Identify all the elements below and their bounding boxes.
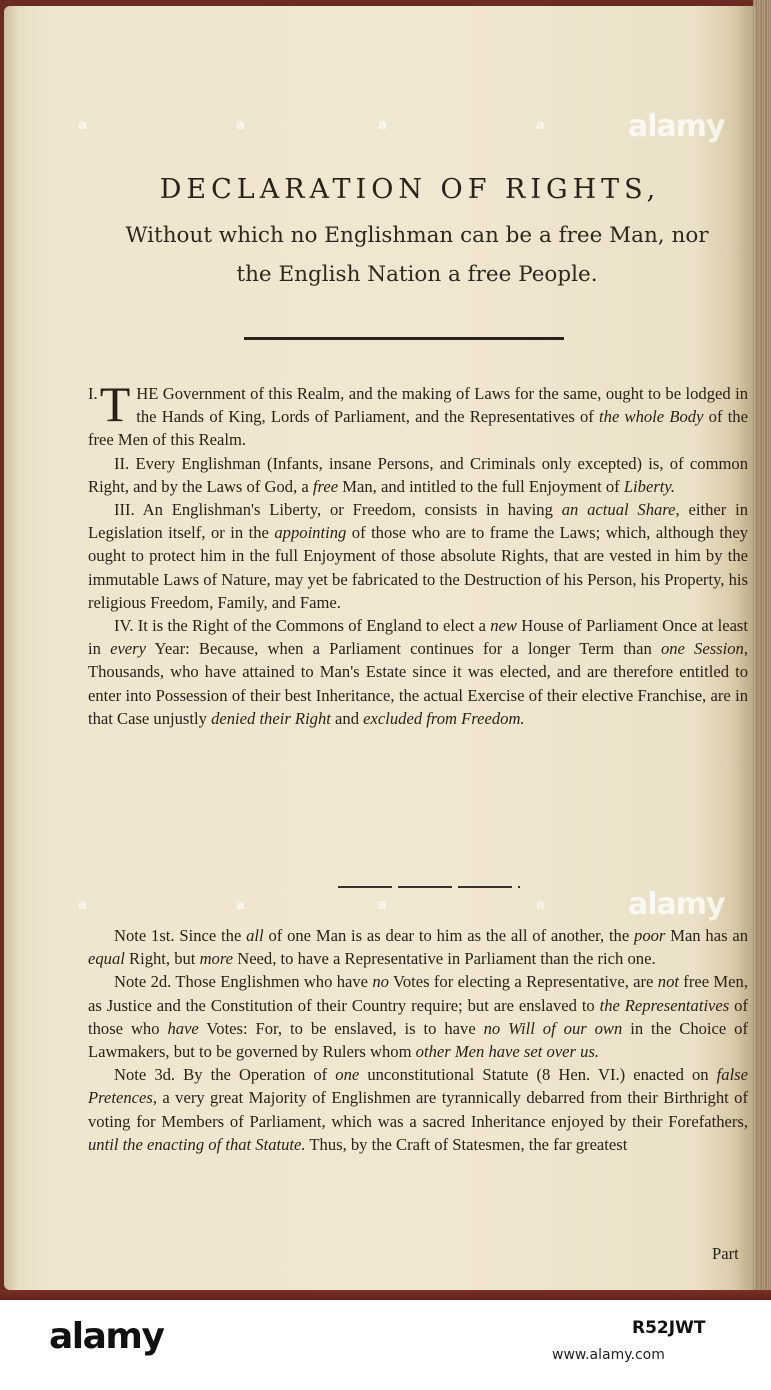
italic-text: until the enacting of that Statute. [88, 1134, 306, 1154]
text-run: Note 1st. Since the [114, 926, 247, 945]
italic-text: have [167, 1018, 199, 1038]
text-run: free Men, as Justice and the Constitution of their Country require; but are enslaved to [88, 972, 748, 1015]
document-title: DECLARATION OF RIGHTS, [159, 174, 661, 205]
italic-text: all [246, 926, 264, 945]
note-paragraph [88, 924, 748, 970]
italic-text: other Men have set over us. [415, 1042, 600, 1062]
note-paragraph [88, 1063, 748, 1156]
watermark-mark: a [378, 898, 387, 913]
watermark-mark: a [536, 118, 545, 133]
text-run: , either in Legislation itself, or in the [88, 500, 748, 543]
italic-text: Liberty. [623, 476, 675, 496]
italic-text: false Pretences [88, 1065, 748, 1108]
text-run: Votes for electing a Representative, are [388, 972, 658, 992]
italic-text: no [372, 972, 389, 992]
text-run: and [330, 708, 364, 728]
italic-text: more [199, 949, 234, 969]
text-run: Votes: For, to be enslaved, is to have [198, 1018, 484, 1038]
italic-text: one [335, 1065, 360, 1085]
image-id: R52JWT [632, 1318, 706, 1338]
italic-text: equal [88, 949, 125, 969]
watermark-mark: a [536, 898, 545, 913]
text-run: III. An Englishman's Liberty, or Freedom, consists in having [114, 500, 562, 520]
watermark-mark: a [236, 118, 245, 133]
italic-text: denied their Right [211, 708, 331, 728]
text-run: IV. It is the Right of the Commons of England to elect a [114, 616, 491, 636]
article-paragraph [88, 614, 748, 730]
italic-text: the whole Body [599, 407, 704, 427]
italic-text: no Will of our own [483, 1018, 623, 1038]
section-rule [338, 886, 520, 888]
text-run: unconstitutional Statute (8 Hen. VI.) enacted on [359, 1065, 717, 1085]
text-run: Note 3d. By the Operation of [114, 1065, 336, 1085]
text-run: HE Government of this Realm, and the making of Laws for the same, ought to be lodged in the Hands of King, Lords of Parliament, and the Representatives of [136, 384, 748, 427]
document-subtitle: Without which no Englishman can be a free Man, nor [125, 223, 709, 248]
notes-section [88, 924, 748, 1156]
italic-text: appointing [274, 523, 347, 543]
italic-text: excluded from Freedom. [363, 708, 525, 728]
article-numeral: I. [88, 384, 98, 403]
italic-text: the Representatives [599, 995, 730, 1015]
article-paragraph [88, 498, 748, 614]
text-run: Man has an [665, 926, 748, 945]
footer-logo: alamy [49, 1316, 164, 1357]
watermark: alamy [628, 887, 725, 922]
watermark-mark: a [78, 898, 87, 913]
italic-text: not [657, 972, 679, 992]
text-run: II. Every Englishman (Infants, insane Persons, and Criminals only excepted) is, of common Right, and by the Laws of God, a [88, 453, 748, 496]
text-run: of those who are to frame the Laws; which, although they ought to protect him in the full Enjoyment of those absolute Rights, that are vested in him by the immutable Laws of Nature, may yet be fabricated to the Destruction of his Person, his Property, his religious Freedom, Family, and Fame. [88, 523, 748, 612]
note-paragraph [88, 970, 748, 1063]
article-paragraph [88, 376, 748, 452]
drop-cap: T [99, 376, 131, 432]
text-run: in the Choice of Lawmakers, but to be governed by Rulers whom [88, 1018, 749, 1062]
binding-edge [0, 1290, 771, 1300]
italic-text: every [110, 639, 146, 659]
italic-text: free [312, 476, 339, 496]
text-run: Right, but [124, 949, 200, 969]
italic-text: poor [634, 926, 666, 945]
text-run: of one Man is as dear to him as the all of another, the [263, 926, 635, 945]
italic-text: new [490, 616, 517, 636]
text-run: Man, and intitled to the full Enjoyment of [338, 476, 624, 496]
italic-text: an actual Share [561, 500, 676, 520]
text-run: House of Parliament Once at least in [88, 616, 748, 659]
italic-text: one Session [660, 639, 744, 659]
title-rule [244, 337, 564, 340]
watermark-mark: a [236, 898, 245, 913]
text-run: Need, to have a Representative in Parliament than the rich one. [233, 949, 656, 969]
document-subtitle: the English Nation a free People. [236, 262, 598, 287]
text-run: , Thousands, who have attained to Man's Estate since it was elected, and are therefore entitled to enter into Possession of their best Inheritance, the actual Exercise of their elective Franchise, are in that Case unjustly [88, 639, 748, 728]
catchword: Part [712, 1244, 739, 1263]
text-run: , a very great Majority of Englishmen are tyrannically debarred from their Birthright of voting for Members of Parliament, which was a sacred Inheritance enjoyed by their Forefathers, [88, 1088, 748, 1131]
footer-url: www.alamy.com [552, 1347, 665, 1363]
watermark-mark: a [78, 118, 87, 133]
text-run: Thus, by the Craft of Statesmen, the far greatest [305, 1134, 628, 1154]
articles-section [88, 376, 748, 730]
text-run: Year: Because, when a Parliament continues for a longer Term than [146, 639, 661, 659]
text-run: of those who [88, 995, 748, 1038]
watermark-mark: a [378, 118, 387, 133]
text-run: of the free Men of this Realm. [88, 407, 748, 450]
article-paragraph [88, 452, 748, 498]
text-run: Note 2d. Those Englishmen who have [114, 972, 373, 992]
watermark: alamy [628, 109, 725, 144]
